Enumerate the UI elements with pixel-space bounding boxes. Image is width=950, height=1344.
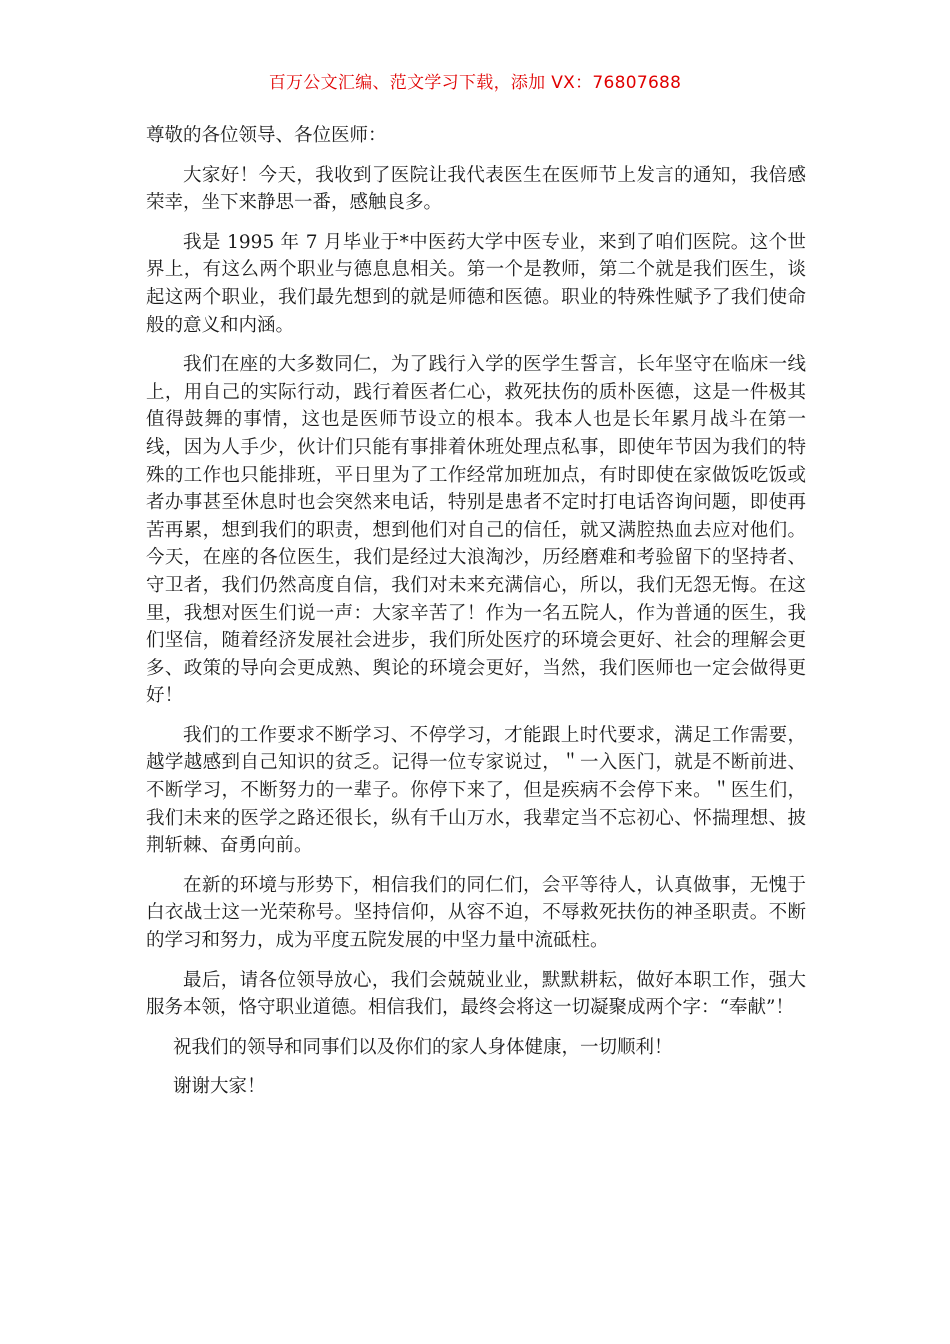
paragraph-conclusion: 最后，请各位领导放心，我们会兢兢业业，默默耕耘，做好本职工作，强大服务本领，恪守职业道德。相信我们，最终会将这一切凝聚成两个字：“奉献”！ [146, 969, 806, 1019]
paragraph-new-environment: 在新的环境与形势下，相信我们的同仁们，会平等待人，认真做事，无愧于白衣战士这一光荣称号。坚持信仰，从容不迫，不辱救死扶伤的神圣职责。不断的学习和努力，成为平度五院发展的中坚力量中流砥柱。 [146, 874, 806, 952]
closing-wishes: 祝我们的领导和同事们以及你们的家人身体健康，一切顺利！ [173, 1036, 673, 1058]
watermark-header: 百万公文汇编、范文学习下载，添加 VX：76807688 [268, 73, 682, 93]
closing-thanks: 谢谢大家！ [173, 1076, 266, 1098]
paragraph-background: 我是 1995 年 7 月毕业于*中医药大学中医专业，来到了咱们医院。这个世界上，有这么两个职业与德息息相关。第一个是教师，第二个就是我们医生，谈起这两个职业，我们最先想到的就是师德和医德。职业的特殊性赋予了我们使命般的意义和内涵。 [146, 231, 806, 336]
paragraph-dedication: 我们在座的大多数同仁，为了践行入学的医学生誓言，长年坚守在临床一线上，用自己的实际行动，践行着医者仁心，救死扶伤的质朴医德，这是一件极其值得鼓舞的事情，这也是医师节设立的根本。我本人也是长年累月战斗在第一线，因为人手少，伙计们只能有事排着休班处理点私事，即使年节因为我们的特殊的工作也只能排班，平日里为了工作经常加班加点，有时即使在家做饭吃饭或者办事甚至休息时也会突然来电话，特别是患者不定时打电话咨询问题，即使再苦再累，想到我们的职责，想到他们对自己的信任，就又满腔热血去应对他们。今天，在座的各位医生，我们是经过大浪淘沙，历经磨难和考验留下的坚持者、守卫者，我们仍然高度自信，我们对未来充满信心，所以，我们无怨无悔。在这里，我想对医生们说一声：大家辛苦了！作为一名五院人，作为普通的医生，我们坚信，随着经济发展社会进步，我们所处医疗的环境会更好、社会的理解会更多、政策的导向会更成熟、舆论的环境会更好，当然，我们医师也一定会做得更好！ [146, 354, 806, 707]
paragraph-learning: 我们的工作要求不断学习、不停学习，才能跟上时代要求，满足工作需要，越学越感到自己知识的贫乏。记得一位专家说过，＂一入医门，就是不断前进、不断学习，不断努力的一辈子。你停下来了，但是疾病不会停下来。＂医生们，我们未来的医学之路还很长，纵有千山万水，我辈定当不忘初心、怀揣理想、披荆斩棘、奋勇向前。 [146, 724, 806, 857]
speech-body [146, 122, 806, 1113]
salutation: 尊敬的各位领导、各位医师： [146, 125, 387, 146]
paragraph-greeting: 大家好！今天，我收到了医院让我代表医生在医师节上发言的通知，我倍感荣幸，坐下来静思一番，感触良多。 [146, 164, 806, 214]
